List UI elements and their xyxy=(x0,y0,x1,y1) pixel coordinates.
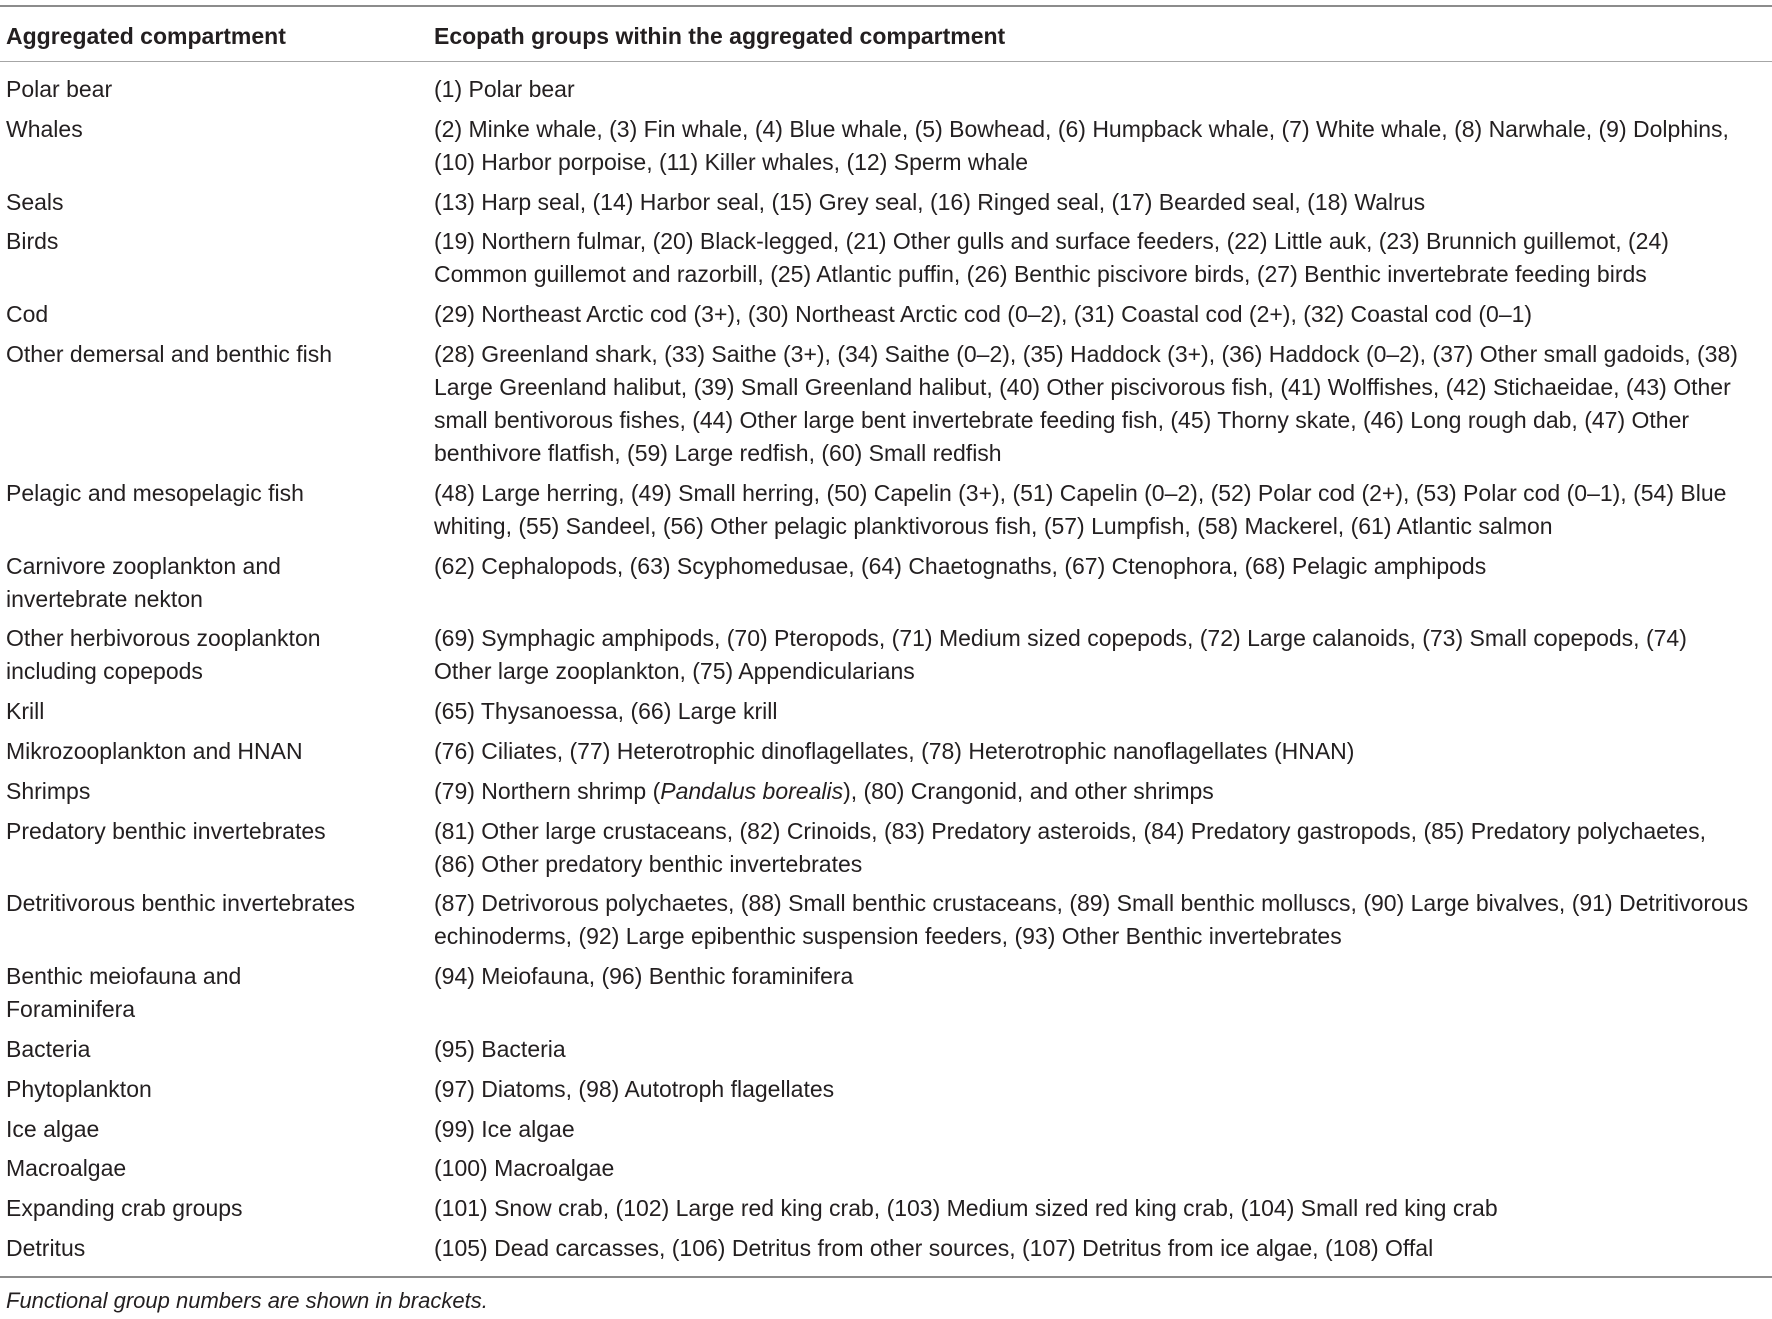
groups-cell xyxy=(434,225,1766,291)
groups-cell xyxy=(434,1232,1766,1265)
groups-text: (87) Detrivorous polychaetes, (88) Small benthic crustaceans, (89) Small benthic molluscs, (90) Large bivalves, (91) Detritivorous xyxy=(434,890,1749,917)
compartment-cell xyxy=(0,73,434,106)
table-row xyxy=(0,1232,1772,1265)
groups-cell xyxy=(434,622,1766,688)
groups-text: small bentivorous fishes, (44) Other large bent invertebrate feeding fish, (45) Thorny skate, (46) Long rough dab, (47) Other xyxy=(434,406,1690,433)
compartment-text: Whales xyxy=(6,115,83,142)
compartment-text: Pelagic and mesopelagic fish xyxy=(6,479,304,506)
groups-text: (19) Northern fulmar, (20) Black-legged, (21) Other gulls and surface feeders, (22) Little auk, (23) Brunnich guillemot, (24) xyxy=(434,228,1669,255)
groups-text: (94) Meiofauna, (96) Benthic foraminifera xyxy=(434,963,854,990)
bottom-rule xyxy=(0,1276,1772,1278)
groups-text: (28) Greenland shark, (33) Saithe (3+), (34) Saithe (0–2), (35) Haddock (3+), (36) Haddock (0–2), (37) Other small gadoids, (38) xyxy=(434,340,1738,367)
species-name-italic: Pandalus borealis xyxy=(660,777,844,804)
compartment-cell xyxy=(0,298,434,331)
table-row xyxy=(0,735,1772,768)
compartment-text: Detritivorous benthic invertebrates xyxy=(6,890,355,917)
compartment-cell xyxy=(0,1232,434,1265)
table-footnote: Functional group numbers are shown in brackets. xyxy=(6,1288,488,1313)
compartment-cell xyxy=(0,695,434,728)
table-row xyxy=(0,1113,1772,1146)
compartment-text: Carnivore zooplankton and xyxy=(6,552,281,579)
groups-cell xyxy=(434,550,1766,583)
groups-cell xyxy=(434,695,1766,728)
groups-cell xyxy=(434,1152,1766,1185)
compartment-text: Seals xyxy=(6,188,64,215)
header-aggregated-compartment: Aggregated compartment xyxy=(6,23,286,49)
compartment-text: Polar bear xyxy=(6,76,113,102)
groups-text-pre: (79) Northern shrimp ( xyxy=(434,777,661,804)
table-row xyxy=(0,775,1772,808)
table-row xyxy=(0,113,1772,179)
groups-cell xyxy=(434,815,1766,881)
header-rule xyxy=(0,61,1772,62)
compartment-cell xyxy=(0,1192,434,1225)
compartment-cell xyxy=(0,815,434,848)
groups-cell xyxy=(434,1033,1766,1066)
compartment-cell xyxy=(0,113,434,146)
table-row xyxy=(0,960,1772,1026)
table-row xyxy=(0,1192,1772,1225)
compartment-cell xyxy=(0,338,434,371)
table-row xyxy=(0,1152,1772,1185)
groups-text: Large Greenland halibut, (39) Small Greenland halibut, (40) Other piscivorous fish, (41) Wolffishes, (42) Stichaeidae, (43) Other xyxy=(434,373,1731,400)
groups-text: (95) Bacteria xyxy=(434,1035,566,1062)
groups-text: (1) Polar bear xyxy=(434,76,575,102)
compartment-text: Shrimps xyxy=(6,777,91,804)
groups-cell xyxy=(434,113,1766,179)
compartment-text: including copepods xyxy=(6,658,203,685)
groups-text: (105) Dead carcasses, (106) Detritus from other sources, (107) Detritus from ice algae, (108) Offal xyxy=(434,1234,1434,1261)
compartment-cell xyxy=(0,1073,434,1106)
compartment-text: Cod xyxy=(6,301,49,328)
groups-text: whiting, (55) Sandeel, (56) Other pelagic planktivorous fish, (57) Lumpfish, (58) Mackerel, (61) Atlantic salmon xyxy=(434,512,1553,539)
compartment-text: Krill xyxy=(6,698,45,725)
table-row xyxy=(0,550,1772,616)
compartment-cell xyxy=(0,1113,434,1146)
compartment-cell xyxy=(0,477,434,510)
compartment-text: Benthic meiofauna and xyxy=(6,963,242,990)
compartment-text: Bacteria xyxy=(6,1035,91,1062)
groups-cell xyxy=(434,735,1766,768)
groups-cell xyxy=(434,887,1766,953)
groups-text: Other large zooplankton, (75) Appendicularians xyxy=(434,658,915,685)
groups-text: (65) Thysanoessa, (66) Large krill xyxy=(434,698,778,725)
compartment-cell xyxy=(0,186,434,219)
table-row xyxy=(0,298,1772,331)
groups-text: Common guillemot and razorbill, (25) Atlantic puffin, (26) Benthic piscivore birds, (27) Benthic invertebrate feeding birds xyxy=(434,261,1647,288)
groups-text: (101) Snow crab, (102) Large red king crab, (103) Medium sized red king crab, (104) Small red king crab xyxy=(434,1195,1498,1222)
compartment-text: Other demersal and benthic fish xyxy=(6,340,333,367)
groups-text: (81) Other large crustaceans, (82) Crinoids, (83) Predatory asteroids, (84) Predatory gastropods, (85) Predatory polychaetes, xyxy=(434,817,1706,844)
groups-text: (48) Large herring, (49) Small herring, (50) Capelin (3+), (51) Capelin (0–2), (52) Polar cod (2+), (53) Polar cod (0–1), (54) Blue xyxy=(434,479,1727,506)
groups-text: (69) Symphagic amphipods, (70) Pteropods, (71) Medium sized copepods, (72) Large calanoids, (73) Small copepods, (74) xyxy=(434,625,1687,652)
table-row xyxy=(0,622,1772,688)
table-row xyxy=(0,887,1772,953)
groups-text: (100) Macroalgae xyxy=(434,1155,615,1182)
groups-text: (62) Cephalopods, (63) Scyphomedusae, (64) Chaetognaths, (67) Ctenophora, (68) Pelagic amphipods xyxy=(434,552,1487,579)
compartment-cell xyxy=(0,1033,434,1066)
table-row xyxy=(0,338,1772,470)
groups-text: (10) Harbor porpoise, (11) Killer whales, (12) Sperm whale xyxy=(434,148,1028,175)
table-row xyxy=(0,1033,1772,1066)
compartment-text: Mikrozooplankton and HNAN xyxy=(6,737,303,764)
header-ecopath-groups: Ecopath groups within the aggregated compartment xyxy=(434,23,1006,49)
top-rule xyxy=(0,5,1772,7)
table-row xyxy=(0,73,1772,106)
compartment-text: Phytoplankton xyxy=(6,1075,152,1102)
groups-text: (2) Minke whale, (3) Fin whale, (4) Blue whale, (5) Bowhead, (6) Humpback whale, (7) White whale, (8) Narwhale, (9) Dolphins, xyxy=(434,115,1729,142)
table-row xyxy=(0,815,1772,881)
compartment-text: Macroalgae xyxy=(6,1155,127,1182)
compartment-text: Expanding crab groups xyxy=(6,1195,243,1222)
table-body xyxy=(0,73,1772,1272)
groups-cell xyxy=(434,1073,1766,1106)
groups-cell xyxy=(434,1113,1766,1146)
compartment-cell xyxy=(0,887,434,920)
compartment-text: invertebrate nekton xyxy=(6,585,203,612)
groups-cell xyxy=(434,775,1766,808)
compartment-text: Birds xyxy=(6,228,59,255)
groups-text: (76) Ciliates, (77) Heterotrophic dinoflagellates, (78) Heterotrophic nanoflagellates (HNAN) xyxy=(434,737,1355,764)
groups-cell xyxy=(434,298,1766,331)
groups-text: (99) Ice algae xyxy=(434,1115,575,1142)
groups-cell xyxy=(434,338,1766,470)
compartment-cell xyxy=(0,960,434,1026)
groups-text: benthivore flatfish, (59) Large redfish, (60) Small redfish xyxy=(434,439,1002,466)
compartment-text: Predatory benthic invertebrates xyxy=(6,817,326,844)
compartment-cell xyxy=(0,735,434,768)
groups-text: (29) Northeast Arctic cod (3+), (30) Northeast Arctic cod (0–2), (31) Coastal cod (2+), (32) Coastal cod (0–1) xyxy=(434,301,1533,328)
compartment-cell xyxy=(0,622,434,688)
groups-cell xyxy=(434,186,1766,219)
table-row xyxy=(0,186,1772,219)
table-header xyxy=(0,18,1772,54)
groups-text: (13) Harp seal, (14) Harbor seal, (15) Grey seal, (16) Ringed seal, (17) Bearded seal, (18) Walrus xyxy=(434,188,1426,215)
compartment-cell xyxy=(0,550,434,616)
compartment-text: Other herbivorous zooplankton xyxy=(6,625,321,652)
table-row xyxy=(0,1073,1772,1106)
compartment-text: Detritus xyxy=(6,1234,86,1261)
groups-cell xyxy=(434,477,1766,543)
groups-cell xyxy=(434,960,1766,993)
compartment-cell xyxy=(0,225,434,258)
groups-cell xyxy=(434,73,1766,106)
compartment-cell xyxy=(0,1152,434,1185)
groups-text: (97) Diatoms, (98) Autotroph flagellates xyxy=(434,1075,835,1102)
compartment-cell xyxy=(0,775,434,808)
table-row xyxy=(0,477,1772,543)
groups-text: echinoderms, (92) Large epibenthic suspension feeders, (93) Other Benthic invertebrates xyxy=(434,923,1342,950)
groups-cell xyxy=(434,1192,1766,1225)
groups-text-post: ), (80) Crangonid, and other shrimps xyxy=(843,777,1214,804)
groups-text: (86) Other predatory benthic invertebrates xyxy=(434,850,863,877)
compartment-text: Foraminifera xyxy=(6,996,136,1023)
table-row xyxy=(0,695,1772,728)
compartment-text: Ice algae xyxy=(6,1115,100,1142)
table-row xyxy=(0,225,1772,291)
groups-text xyxy=(434,775,1766,808)
